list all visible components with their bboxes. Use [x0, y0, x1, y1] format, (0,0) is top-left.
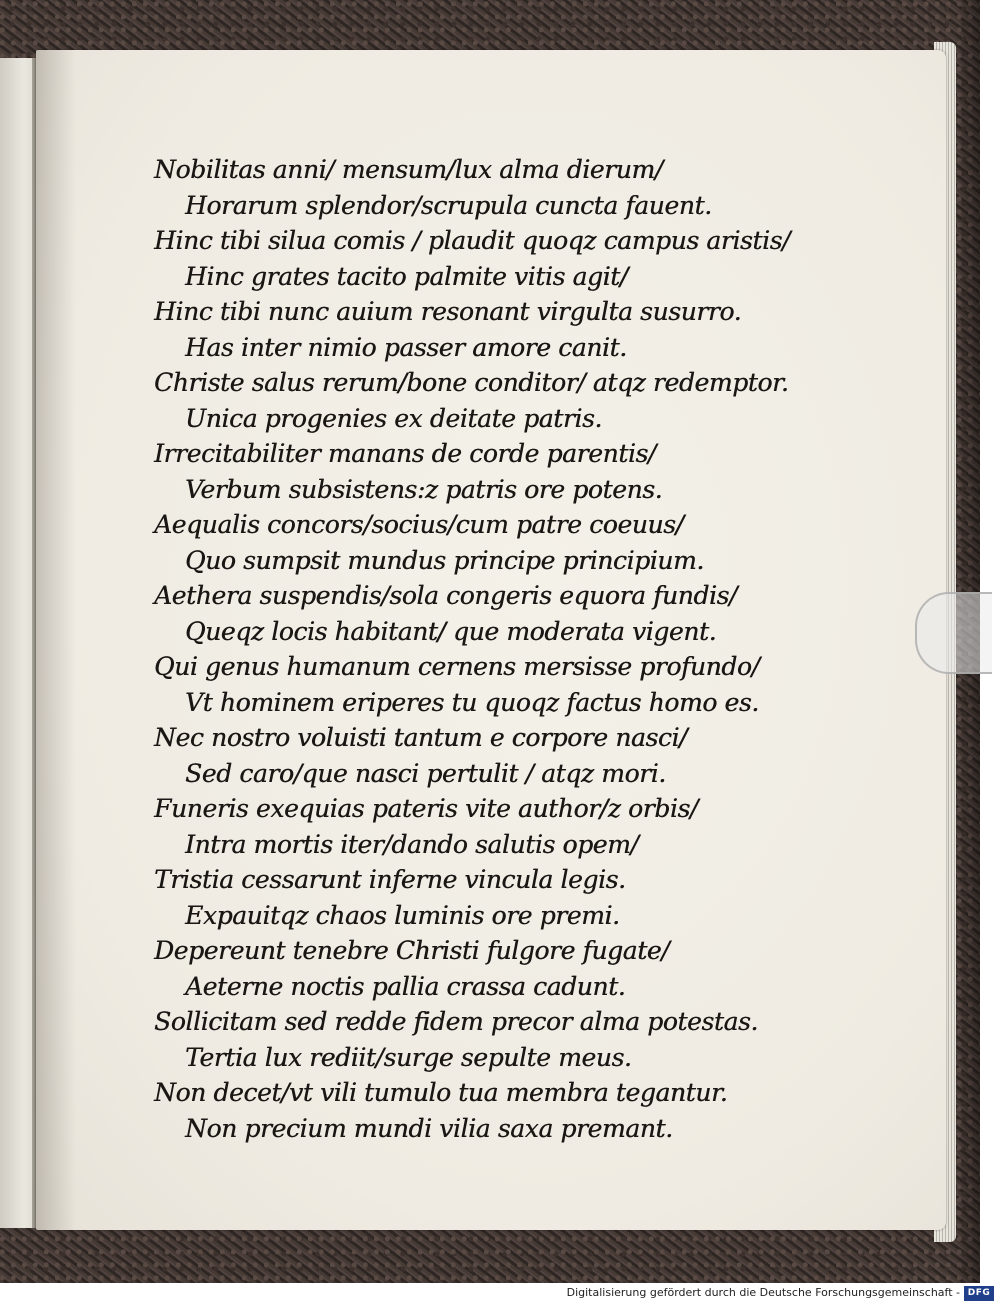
text-line: Funeris exequias pateris vite author/z orbis/ — [154, 794, 698, 823]
text-line: Nec nostro voluisti tantum e corpore nasci/ — [154, 723, 688, 752]
text-line: Irrecitabiliter manans de corde parentis/ — [154, 439, 656, 468]
text-line: Verbum subsistens:z patris ore potens. — [185, 474, 663, 504]
text-line: Expauitqz chaos luminis ore premi. — [185, 900, 620, 930]
dfg-logo-icon: DFG — [964, 1286, 994, 1301]
text-line: Nobilitas anni/ mensum/lux alma dierum/ — [154, 155, 663, 184]
text-line: Queqz locis habitant/ que moderata vigent. — [185, 616, 717, 646]
text-line: Sollicitam sed redde fidem precor alma potestas. — [154, 1007, 758, 1036]
text-line: Tristia cessarunt inferne vincula legis. — [154, 865, 626, 894]
text-line: Sed caro/que nasci pertulit / atqz mori. — [185, 758, 666, 788]
text-line: Vt hominem eriperes tu quoqz factus homo es. — [185, 687, 759, 717]
funding-credit: Digitalisierung gefördert durch die Deutsche Forschungsgemeinschaft - — [566, 1286, 960, 1299]
poem-text-block — [154, 152, 791, 1146]
page-clip — [915, 592, 992, 674]
text-line: Aethera suspendis/sola congeris equora fundis/ — [154, 581, 737, 610]
text-line: Unica progenies ex deitate patris. — [185, 403, 602, 433]
text-line: Hinc grates tacito palmite vitis agit/ — [185, 261, 628, 291]
text-line: Non precium mundi vilia saxa premant. — [185, 1113, 673, 1143]
text-line: Tertia lux rediit/surge sepulte meus. — [185, 1042, 632, 1072]
text-line: Has inter nimio passer amore canit. — [185, 332, 627, 362]
text-line: Aeterne noctis pallia crassa cadunt. — [185, 971, 626, 1001]
text-line: Depereunt tenebre Christi fulgore fugate/ — [154, 936, 670, 965]
text-line: Qui genus humanum cernens mersisse profundo/ — [154, 652, 760, 681]
text-line: Horarum splendor/scrupula cuncta fauent. — [185, 190, 712, 220]
text-line: Hinc tibi silua comis / plaudit quoqz campus aristis/ — [154, 226, 791, 255]
document-page — [36, 50, 946, 1230]
text-line: Non decet/vt vili tumulo tua membra tegantur. — [154, 1078, 728, 1107]
text-line: Aequalis concors/socius/cum patre coeuus/ — [154, 510, 684, 539]
text-line: Hinc tibi nunc auium resonant virgulta susurro. — [154, 297, 742, 326]
text-line: Quo sumpsit mundus principe principium. — [185, 545, 704, 575]
text-line: Christe salus rerum/bone conditor/ atqz redemptor. — [154, 368, 789, 397]
text-line: Intra mortis iter/dando salutis opem/ — [185, 829, 639, 859]
footer-bar — [0, 1283, 1000, 1305]
